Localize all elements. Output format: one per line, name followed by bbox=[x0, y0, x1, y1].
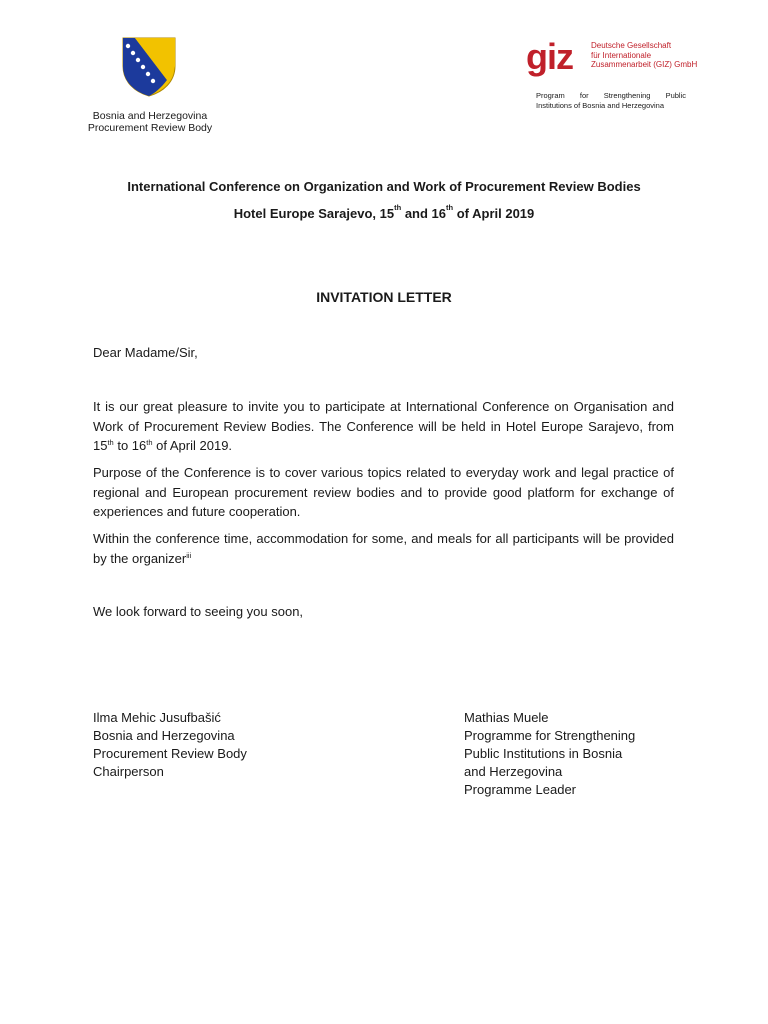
signatory-name: Ilma Mehic Jusufbašić bbox=[93, 710, 221, 725]
signatory-name: Mathias Muele bbox=[464, 710, 549, 725]
venue-text: of April 2019 bbox=[453, 206, 535, 221]
giz-logo bbox=[526, 38, 586, 76]
paragraph-text: It is our great pleasure to invite you to participate at International Conference on Organisation and Work of Procurement Review Bodies. The Conference will be held in Hotel Europe Sarajevo, from 15 bbox=[93, 399, 674, 453]
paragraph-text: of April 2019. bbox=[152, 438, 233, 453]
program-line-2: Institutions of Bosnia and Herzegovina bbox=[536, 100, 664, 110]
venue-text: and 16 bbox=[401, 206, 447, 221]
footnote-marker: iii bbox=[186, 550, 192, 560]
paragraph-accommodation bbox=[93, 529, 674, 568]
bih-coat-of-arms-logo bbox=[121, 36, 177, 98]
signatory-title: Chairperson bbox=[93, 764, 164, 779]
superscript: th bbox=[146, 438, 153, 447]
giz-name-line: Zusammenarbeit (GIZ) GmbH bbox=[591, 60, 698, 69]
venue-superscript: th bbox=[446, 203, 454, 212]
paragraph-text: Within the conference time, accommodation for some, and meals for all participants will be provided by the organizer bbox=[93, 531, 674, 566]
salutation: Dear Madame/Sir, bbox=[93, 345, 198, 360]
issuer-name bbox=[70, 110, 230, 134]
signatory-left bbox=[93, 709, 247, 781]
paragraph-purpose: Purpose of the Conference is to cover various topics related to everyday work and legal practice of regional and European procurement review bodies and to provide good platform for exchange of experiences and future cooperation. bbox=[93, 465, 674, 519]
closing-line: We look forward to seeing you soon, bbox=[93, 604, 304, 619]
venue-text: Hotel Europe Sarajevo, 15 bbox=[233, 206, 395, 221]
giz-full-name bbox=[591, 41, 697, 70]
issuer-line-1: Bosnia and Herzegovina bbox=[92, 110, 208, 122]
giz-program-caption bbox=[536, 91, 686, 110]
superscript: th bbox=[107, 438, 114, 447]
paragraph-text: to 16 bbox=[113, 438, 147, 453]
signatory-right bbox=[464, 709, 635, 799]
giz-name-line: für Internationale bbox=[591, 50, 652, 60]
conference-venue-date bbox=[0, 203, 768, 221]
program-word: for bbox=[579, 91, 589, 100]
signatory-line: Public Institutions in Bosnia bbox=[464, 746, 623, 761]
letter-heading: INVITATION LETTER bbox=[316, 289, 452, 305]
signatory-line: Programme for Strengthening bbox=[464, 728, 636, 743]
program-word: Program bbox=[536, 91, 565, 100]
giz-logo-text: giz bbox=[526, 36, 573, 77]
giz-name-line: Deutsche Gesellschaft bbox=[591, 41, 672, 50]
conference-title: International Conference on Organization and Work of Procurement Review Bodies bbox=[127, 179, 641, 194]
signatory-line: Bosnia and Herzegovina bbox=[93, 728, 235, 743]
issuer-line-2: Procurement Review Body bbox=[87, 122, 213, 134]
signatory-title: Programme Leader bbox=[464, 782, 576, 797]
signatory-line: and Herzegovina bbox=[464, 764, 563, 779]
paragraph-invitation bbox=[93, 397, 674, 456]
signatory-line: Procurement Review Body bbox=[93, 746, 247, 761]
program-word: Strengthening bbox=[603, 91, 651, 100]
venue-superscript: th bbox=[394, 203, 402, 212]
program-word: Public bbox=[665, 91, 686, 100]
